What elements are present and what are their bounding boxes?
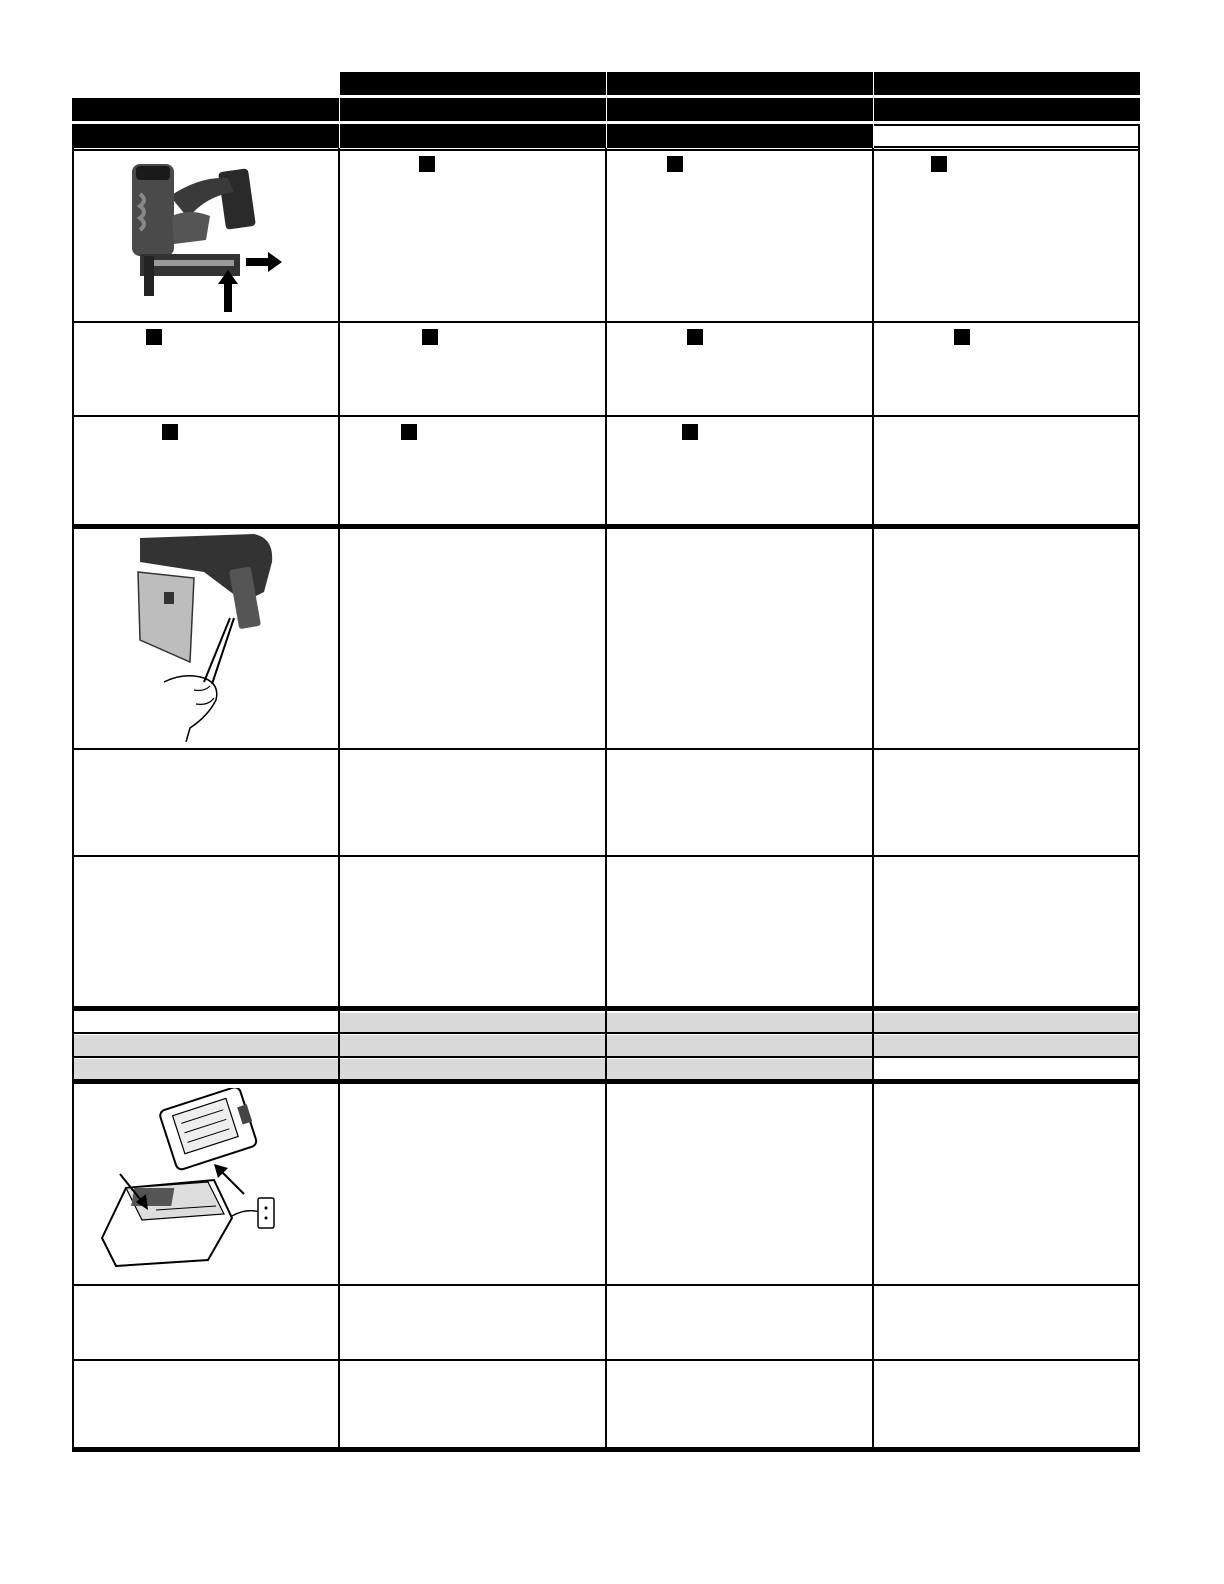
header-empty (874, 124, 1140, 148)
shaded-cell (340, 1059, 605, 1079)
section-divider (72, 524, 1140, 529)
pliers-clearing-jam-illustration (134, 532, 284, 744)
column-divider (605, 148, 607, 1452)
row-divider (72, 1032, 1140, 1034)
header-bar (607, 72, 873, 95)
header-bar (874, 72, 1140, 95)
shaded-cell (607, 1013, 872, 1032)
header-bar (72, 124, 339, 148)
row-divider (72, 415, 1140, 417)
reference-marker (687, 329, 703, 345)
shaded-cell (74, 1035, 338, 1056)
row-divider (72, 149, 1140, 151)
header-bar (72, 98, 339, 121)
row-divider (72, 855, 1140, 857)
shaded-cell (74, 1059, 338, 1079)
row-divider (72, 1359, 1140, 1361)
shaded-cell (874, 1013, 1138, 1032)
reference-marker (419, 156, 435, 172)
header-bar (340, 72, 606, 95)
row-divider (72, 321, 1140, 323)
table-border-bottom (72, 1447, 1140, 1452)
header-bar (607, 124, 873, 148)
header-bar (874, 98, 1140, 121)
shaded-cell (340, 1035, 605, 1056)
reference-marker (401, 424, 417, 440)
shaded-cell (607, 1059, 872, 1079)
header-bar (340, 98, 606, 121)
header-bar (340, 124, 606, 148)
reference-marker (954, 329, 970, 345)
reference-marker (422, 329, 438, 345)
reference-marker (931, 156, 947, 172)
shaded-cell (340, 1013, 605, 1032)
row-divider (72, 1284, 1140, 1286)
column-divider (872, 148, 874, 1452)
reference-marker (162, 424, 178, 440)
header-bar (607, 98, 873, 121)
reference-marker (682, 424, 698, 440)
battery-into-charger-illustration (96, 1088, 286, 1280)
column-divider (338, 148, 340, 1452)
nailer-with-arrows-illustration (110, 156, 300, 316)
reference-marker (667, 156, 683, 172)
shaded-cell (607, 1035, 872, 1056)
section-divider (72, 1006, 1140, 1011)
table-border-right (1138, 148, 1140, 1452)
table-border-left (72, 148, 74, 1452)
shaded-cell (874, 1035, 1138, 1056)
row-divider (72, 748, 1140, 750)
reference-marker (146, 329, 162, 345)
section-divider (72, 1079, 1140, 1084)
row-divider (72, 1056, 1140, 1058)
